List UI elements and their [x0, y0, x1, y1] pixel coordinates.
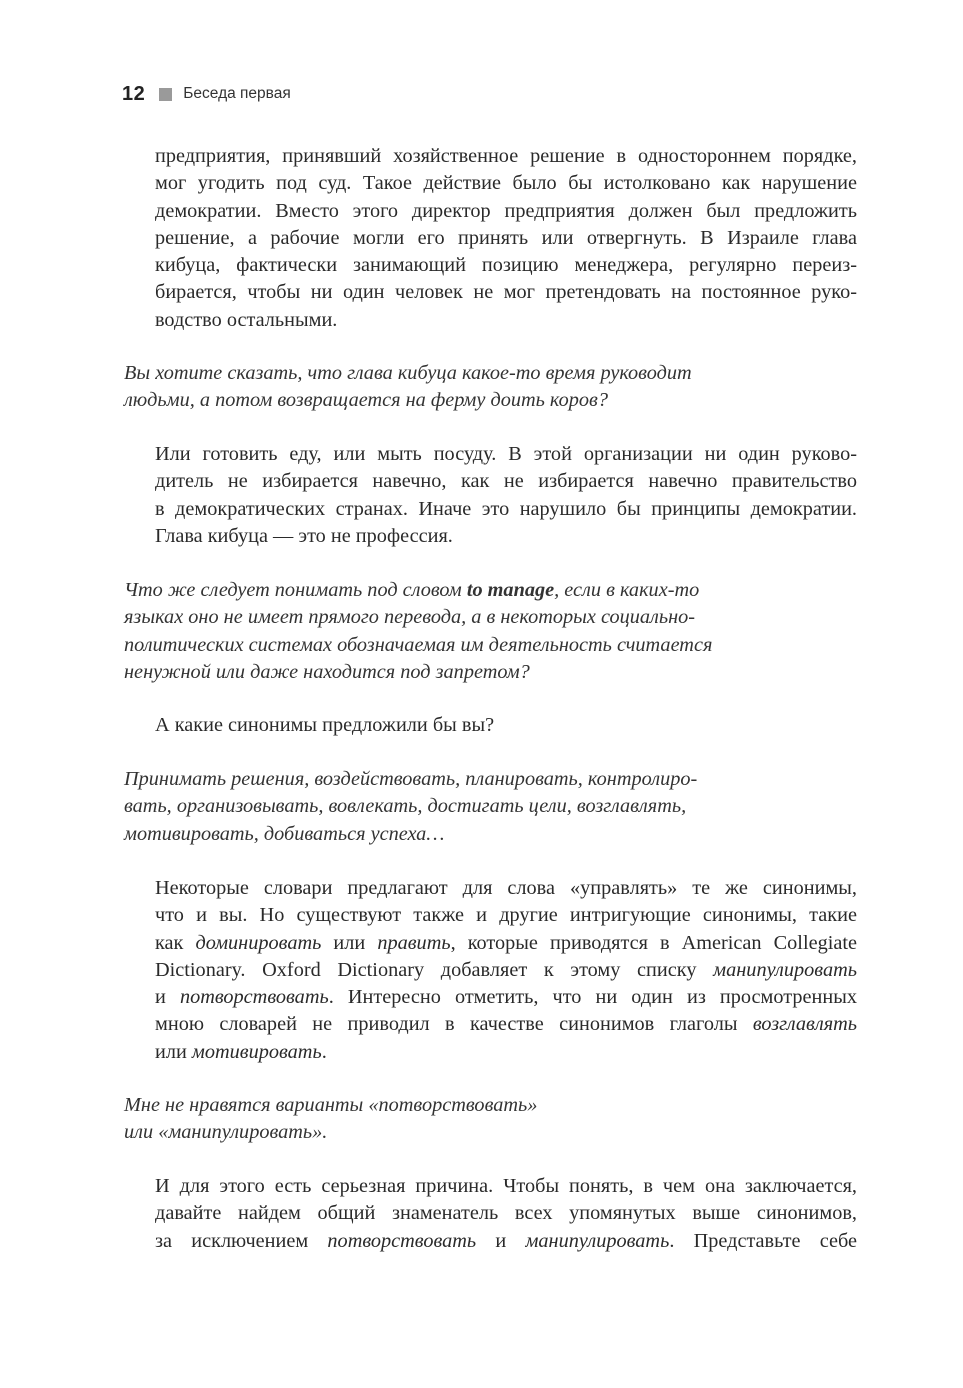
page-number: 12 — [122, 82, 146, 105]
text-run: . Интересно отметить, что ни один из просмотренных — [328, 986, 857, 1009]
answer-paragraph-2 — [155, 441, 857, 550]
text-line: водство остальными. — [155, 308, 338, 331]
text-line: кибуца, фактически занимающий позицию менеджера, регулярно переиз- — [155, 254, 857, 277]
question-2 — [124, 577, 784, 686]
text-run: или — [155, 1040, 192, 1063]
italic-term: мотивировать — [191, 1040, 322, 1063]
text-line: ненужной или даже находится под запретом? — [124, 660, 530, 683]
text-line — [155, 1011, 857, 1038]
text-line: демократии. Вместо этого директор предприятия должен был предложить — [155, 199, 857, 222]
text-line: бирается, чтобы ни один человек не мог претендовать на постоянное руко- — [155, 281, 857, 304]
text-line: в демократических странах. Иначе это нарушило бы принципы демократии. — [155, 497, 857, 520]
text-line: мотивировать, добиваться успеха… — [124, 822, 445, 845]
text-run: и — [476, 1229, 526, 1252]
italic-term: потворствовать — [327, 1229, 477, 1252]
header-square-ornament — [159, 88, 172, 101]
text-line: Или готовить еду, или мыть посуду. В этой организации ни один руково- — [155, 443, 857, 465]
text-line: давайте найдем общий знаменатель всех упомянутых выше синонимов, — [155, 1202, 857, 1225]
running-head: Беседа первая — [183, 85, 291, 102]
text-line: предприятия, принявший хозяйственное решение в одностороннем порядке, — [155, 145, 857, 167]
text-line: Некоторые словари предлагают для слова «управлять» те же синонимы, — [155, 877, 857, 899]
text-run: Dictionary. Oxford Dictionary добавляет к этому списку — [155, 958, 714, 981]
italic-term: потворствовать — [179, 986, 329, 1009]
answer-paragraph-1 — [155, 143, 857, 334]
italic-term: манипулировать — [713, 958, 857, 981]
text-line — [155, 1228, 857, 1255]
text-line: Глава кибуца — это не профессия. — [155, 524, 453, 547]
text-run: , если в каких-то — [554, 579, 700, 601]
text-run: как — [155, 931, 196, 954]
text-line: Вы хотите сказать, что глава кибуца какое-то время руководит — [124, 362, 692, 384]
question-1 — [124, 360, 784, 415]
text-line: людьми, а потом возвращается на ферму доить коров? — [124, 389, 609, 412]
text-line — [155, 984, 857, 1011]
text-run: Что же следует понимать под словом — [124, 579, 467, 601]
text-line: Принимать решения, воздействовать, планировать, контролиро- — [124, 768, 698, 790]
text-line — [124, 577, 784, 604]
text-run: , которые приводятся в American Collegiate — [450, 931, 857, 954]
text-line: что и вы. Но существуют также и другие интригующие синонимы, такие — [155, 904, 857, 927]
text-line: дитель не избирается навечно, как не избирается навечно правительство — [155, 470, 857, 493]
text-line: политических системах обозначаемая им деятельность считается — [124, 633, 713, 656]
italic-term: править — [377, 931, 451, 954]
text-line: вать, организовывать, вовлекать, достигать цели, возглавлять, — [124, 795, 687, 818]
page-header — [122, 80, 291, 108]
text-run: мною словарей не приводил в качестве синонимов глаголы — [155, 1013, 753, 1036]
text-line: А какие синонимы предложили бы вы? — [155, 714, 495, 736]
text-line: решение, а рабочие могли его принять или отвергнуть. В Израиле глава — [155, 226, 857, 249]
text-run: . — [321, 1040, 327, 1063]
text-run: . Представьте себе — [669, 1229, 857, 1252]
text-line: или «манипулировать». — [124, 1121, 328, 1144]
italic-term: доминировать — [195, 931, 322, 954]
italic-term: возглавлять — [752, 1013, 857, 1036]
text-run: за исключением — [155, 1229, 328, 1252]
answer-paragraph-4 — [155, 875, 857, 1066]
text-run: и — [155, 986, 180, 1009]
text-line: мог угодить под суд. Такое действие было бы истолковано как нарушение — [155, 172, 857, 195]
text-line — [155, 957, 857, 984]
italic-term: манипулировать — [525, 1229, 670, 1252]
question-4 — [124, 1092, 784, 1147]
question-3 — [124, 766, 784, 848]
term-to-manage: to manage — [466, 579, 555, 601]
text-line: И для этого есть серьезная причина. Чтобы понять, в чем она заключается, — [155, 1175, 857, 1197]
text-line: Мне не нравятся варианты «потворствовать» — [124, 1094, 538, 1116]
answer-paragraph-3 — [155, 712, 857, 739]
text-line — [155, 1039, 857, 1066]
text-line: языках оно не имеет прямого перевода, а в некоторых социально- — [124, 606, 696, 629]
text-run: или — [321, 931, 378, 954]
answer-paragraph-5 — [155, 1173, 857, 1255]
text-line — [155, 930, 857, 957]
